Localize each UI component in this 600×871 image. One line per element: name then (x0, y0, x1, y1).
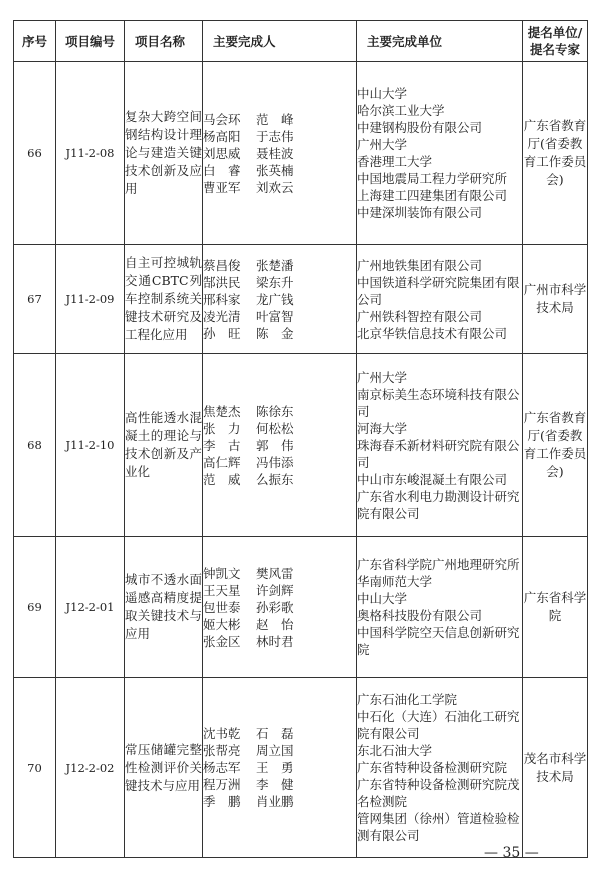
cell-seq: 69 (14, 537, 56, 678)
person-name: 孙 旺 (203, 325, 241, 341)
cell-code: J11-2-09 (56, 245, 125, 354)
table-row (14, 62, 588, 245)
page-number: — 35 — (484, 845, 539, 861)
person-name: 曹亚军 (203, 179, 241, 195)
table-row (14, 678, 588, 858)
table-row (14, 537, 588, 678)
person-name: 王天星 (203, 582, 241, 598)
unit-name: 南京标美生态环境科技有限公司 (357, 386, 520, 419)
person-name: 刘欢云 (256, 179, 294, 195)
cell-seq: 66 (14, 62, 56, 245)
person-name: 杨志军 (203, 760, 241, 775)
unit-name: 广州地铁集团有限公司 (357, 257, 483, 273)
person-name: 张金区 (203, 633, 241, 649)
cell-nominator: 广东省科学院 (523, 537, 588, 678)
awards-table (13, 20, 588, 858)
person-name: 白 睿 (203, 162, 241, 178)
person-name: 钟凯文 (203, 565, 241, 581)
person-name: 姬大彬 (203, 616, 241, 632)
unit-name: 中国铁道科学研究院集团有限公司 (357, 274, 520, 307)
unit-name: 东北石油大学 (357, 743, 433, 758)
person-name: 李 健 (256, 777, 294, 792)
header-people: 主要完成人 (203, 21, 357, 62)
person-name: 焦楚杰 (203, 403, 241, 419)
cell-code: J12-2-01 (56, 537, 125, 678)
unit-name: 中国科学院空天信息创新研究院 (357, 625, 520, 657)
person-name: 张英楠 (256, 162, 294, 178)
unit-name: 香港理工大学 (357, 154, 433, 169)
person-name: 陈徐东 (256, 403, 294, 419)
person-name: 高仁辉 (203, 454, 241, 470)
cell-project-name: 常压储罐完整性检测评价关键技术与应用 (125, 678, 203, 858)
person-name: 范 威 (203, 471, 241, 487)
person-name: 冯伟添 (256, 454, 294, 470)
person-name: 于志伟 (256, 128, 294, 144)
unit-name: 中石化（大连）石油化工研究院有限公司 (357, 709, 520, 741)
unit-name: 广东省科学院广州地理研究所 (357, 557, 520, 572)
unit-name: 管网集团（徐州）管道检验检测有限公司 (357, 811, 520, 843)
header-units: 主要完成单位 (357, 21, 523, 62)
person-name: 李 古 (203, 437, 241, 453)
header-name: 项目名称 (125, 21, 203, 62)
cell-nominator: 广州市科学技术局 (523, 245, 588, 354)
cell-units (357, 678, 523, 858)
person-name: 肖业鹏 (256, 794, 294, 809)
person-name: 石 磊 (256, 726, 294, 741)
table-row (14, 354, 588, 537)
cell-units (357, 537, 523, 678)
cell-people (203, 354, 357, 537)
header-seq: 序号 (14, 21, 56, 62)
person-name: 孙彩歌 (256, 599, 294, 615)
unit-name: 河海大学 (357, 420, 408, 436)
unit-name: 珠海春禾新材料研究院有限公司 (357, 437, 520, 470)
cell-nominator: 广东省教育厅(省委教育工作委员会) (523, 62, 588, 245)
person-name: 刘思威 (203, 145, 241, 161)
cell-project-name: 自主可控城轨交通CBTC列车控制系统关键技术研究及工程化应用 (125, 245, 203, 354)
person-name: 季 鹏 (203, 794, 241, 809)
person-name: 聂桂波 (256, 145, 294, 161)
unit-name: 中建深圳装饰有限公司 (357, 205, 483, 220)
cell-nominator: 广东省教育厅(省委教育工作委员会) (523, 354, 588, 537)
unit-name: 中山大学 (357, 591, 408, 606)
cell-nominator: 茂名市科学技术局 (523, 678, 588, 858)
unit-name: 广东省水利电力勘测设计研究院有限公司 (357, 488, 520, 521)
unit-name: 广东石油化工学院 (357, 692, 458, 707)
person-name: 樊风雷 (256, 565, 294, 581)
table-row (14, 245, 588, 354)
cell-project-name: 城市不透水面遥感高精度提取关键技术与应用 (125, 537, 203, 678)
unit-name: 奥格科技股份有限公司 (357, 608, 483, 623)
unit-name: 哈尔滨工业大学 (357, 103, 445, 118)
header-code: 项目编号 (56, 21, 125, 62)
person-name: 程万洲 (203, 777, 241, 792)
cell-project-name: 高性能透水混凝土的理论与技术创新及产业化 (125, 354, 203, 537)
person-name: 王 勇 (256, 760, 294, 775)
unit-name: 中山市东峻混凝土有限公司 (357, 471, 508, 487)
unit-name: 北京华铁信息技术有限公司 (357, 325, 508, 341)
unit-name: 广州大学 (357, 369, 408, 385)
person-name: 范 峰 (256, 111, 294, 127)
person-name: 许剑辉 (256, 582, 294, 598)
cell-code: J12-2-02 (56, 678, 125, 858)
cell-units (357, 245, 523, 354)
unit-name: 广州大学 (357, 137, 408, 152)
cell-people (203, 678, 357, 858)
cell-seq: 70 (14, 678, 56, 858)
person-name: 马会环 (203, 111, 241, 127)
cell-project-name: 复杂大跨空间钢结构设计理论与建造关键技术创新及应用 (125, 62, 203, 245)
person-name: 梁东升 (256, 274, 294, 290)
person-name: 凌光清 (203, 308, 241, 324)
cell-people (203, 245, 357, 354)
cell-units (357, 62, 523, 245)
cell-people (203, 537, 357, 678)
person-name: 么振东 (256, 471, 294, 487)
person-name: 张帮亮 (203, 743, 241, 758)
person-name: 叶富智 (256, 308, 294, 324)
unit-name: 中山大学 (357, 86, 408, 101)
unit-name: 广州铁科智控有限公司 (357, 308, 483, 324)
person-name: 林时君 (256, 633, 294, 649)
cell-code: J11-2-08 (56, 62, 125, 245)
person-name: 郜洪民 (203, 274, 241, 290)
person-name: 张 力 (203, 420, 241, 436)
person-name: 龙广钱 (256, 291, 294, 307)
unit-name: 中建钢构股份有限公司 (357, 120, 483, 135)
person-name: 陈 金 (256, 325, 294, 341)
person-name: 沈书乾 (203, 726, 241, 741)
unit-name: 华南师范大学 (357, 574, 433, 589)
header-row (14, 21, 588, 62)
person-name: 周立国 (256, 743, 294, 758)
unit-name: 上海建工四建集团有限公司 (357, 188, 508, 203)
person-name: 何松松 (256, 420, 294, 436)
cell-code: J11-2-10 (56, 354, 125, 537)
person-name: 赵 怡 (256, 616, 294, 632)
person-name: 邢科家 (203, 291, 241, 307)
unit-name: 广东省特种设备检测研究院 (357, 760, 508, 775)
person-name: 杨高阳 (203, 128, 241, 144)
person-name: 郭 伟 (256, 437, 294, 453)
unit-name: 广东省特种设备检测研究院茂名检测院 (357, 777, 520, 809)
cell-seq: 67 (14, 245, 56, 354)
person-name: 张楚潘 (256, 257, 294, 273)
cell-people (203, 62, 357, 245)
header-nominator: 提名单位/提名专家 (523, 21, 588, 62)
person-name: 蔡昌俊 (203, 257, 241, 273)
cell-seq: 68 (14, 354, 56, 537)
cell-units (357, 354, 523, 537)
unit-name: 中国地震局工程力学研究所 (357, 171, 508, 186)
person-name: 包世泰 (203, 599, 241, 615)
